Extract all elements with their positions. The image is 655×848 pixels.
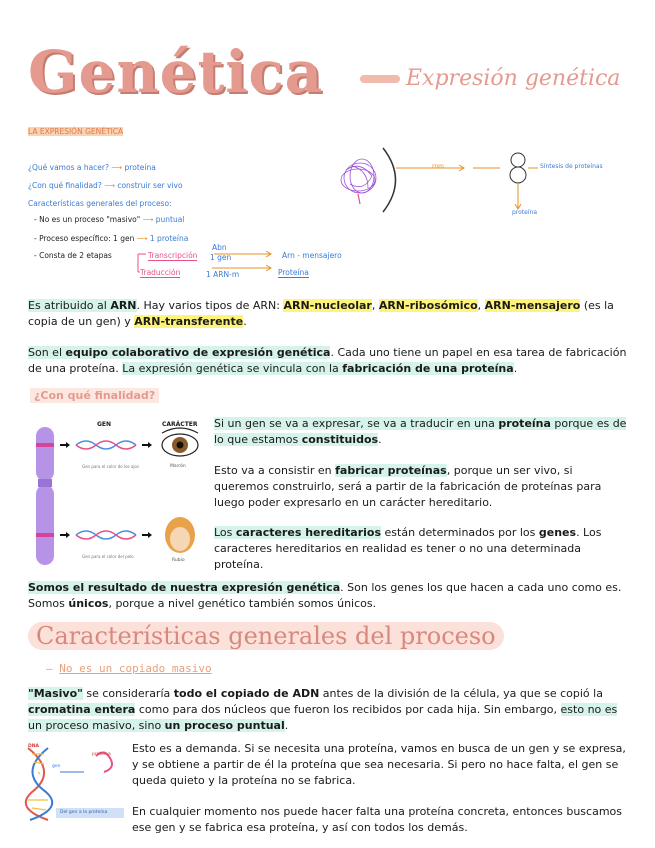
paragraph-demand: Esto es a demanda. Si se necesita una proteína, vamos en busca de un gen y se expresa, y se obtiene a partir de él la proteína que sea necesaria. Si pero no hace falta, el gen se queda quieto y la proteína no se fabrica. (132, 742, 626, 787)
note-abn: Abn (212, 243, 227, 252)
subpoint-masivo: – No es un copiado masivo (46, 662, 212, 675)
notes-arrows (130, 240, 290, 284)
figure-caption-hair: Gen para el color del pelo (82, 554, 134, 559)
paragraph-any-moment: En cualquier momento nos puede hacer falta una proteína concreta, entonces buscamos ese gen y se fabrica esa proteína, y así con todos los demás. (132, 805, 622, 834)
figure-caption-eyes: Gen para el color de los ojos (82, 464, 139, 469)
note-rnm: rnm (432, 163, 445, 170)
paragraph-express: Si un gen se va a expresar, se va a traducir en una proteína porque es de lo que estamos constituidos. (214, 417, 627, 446)
notes-heading: LA EXPRESIÓN GENÉTICA (28, 127, 124, 136)
figure-dna-label: DNA (28, 744, 39, 749)
note-b2: - Proceso específico: 1 gen ⟶ 1 proteína (34, 234, 189, 243)
figure-dna-caption: Del gen a la proteína (60, 810, 108, 815)
page-title: Genética (28, 38, 324, 106)
paragraph-fabricate: Esto va a consistir en fabricar proteínas, porque un ser vivo, si queremos construirlo, será a partir de la fabricación de proteínas para luego poder expresarlo en un carácter hereditario. (214, 464, 602, 509)
figure-marron-label: Marrón (170, 464, 186, 469)
figure-gen-label-2: gen (52, 764, 61, 769)
note-b1: - No es un proceso "masivo" ⟶ puntual (34, 215, 185, 224)
note-q3: Características generales del proceso: (28, 199, 172, 208)
figure-gen-label: GEN (97, 421, 112, 428)
nucleus-diagram (338, 140, 638, 220)
figure-character-label: CARÁCTER (162, 421, 198, 428)
note-b3: - Consta de 2 etapas (34, 251, 112, 260)
paragraph-result: Somos el resultado de nuestra expresión genética. Son los genes los que hacen a cada uno como es. Somos únicos, porque a nivel genético también somos únicos. (28, 581, 622, 610)
section-heading: Características generales del proceso (28, 622, 504, 650)
note-q1: ¿Qué vamos a hacer? ⟶ proteína (28, 163, 156, 172)
note-one-gen: 1 gen (210, 253, 232, 262)
paragraph-masivo: "Masivo" se consideraría todo el copiado de ADN antes de la división de la célula, ya que se copió la cromatina entera como para dos núcleos que fueron los recibidos por cada hija. Sin embargo, esto no es un proceso masivo, sino un proceso puntual. (28, 687, 618, 732)
paragraph-team: Son el equipo colaborativo de expresión genética. Cada uno tiene un papel en esa tarea de fabricación de una proteína. La expresión genética se vincula con la fabricación de una proteína. (28, 346, 627, 375)
note-arnm: 1 ARN-m (206, 270, 240, 279)
title-divider (360, 75, 400, 83)
paragraph-hereditary: Los caracteres hereditarios están determinados por los genes. Los caracteres hereditarios en realidad es tener o no una determinada proteína. (214, 526, 602, 571)
figure-rubio-label: Rubio (172, 558, 185, 563)
note-synthesis: Síntesis de proteínas (540, 163, 603, 170)
gene-character-figure (30, 415, 210, 575)
page-subtitle: Expresión genética (406, 66, 621, 91)
finalidad-heading: ¿Con qué finalidad? (30, 388, 159, 403)
paragraph-arn: Es atribuido al ARN. Hay varios tipos de ARN: ARN-nucleolar, ARN-ribosómico, ARN-mensajero (es la copia de un gen) y ARN-transferente. (28, 299, 614, 328)
note-stage-1: Transcripción (148, 251, 198, 260)
note-arn-msg: Arn - mensajero (282, 251, 342, 260)
note-q2: ¿Con qué finalidad? ⟶ construir ser vivo (28, 181, 183, 190)
note-stage-2: Traducción (140, 268, 181, 277)
figure-protein-label: proteína (92, 752, 111, 757)
note-protein-2: proteína (512, 209, 538, 216)
note-protein: Proteína (278, 268, 309, 277)
